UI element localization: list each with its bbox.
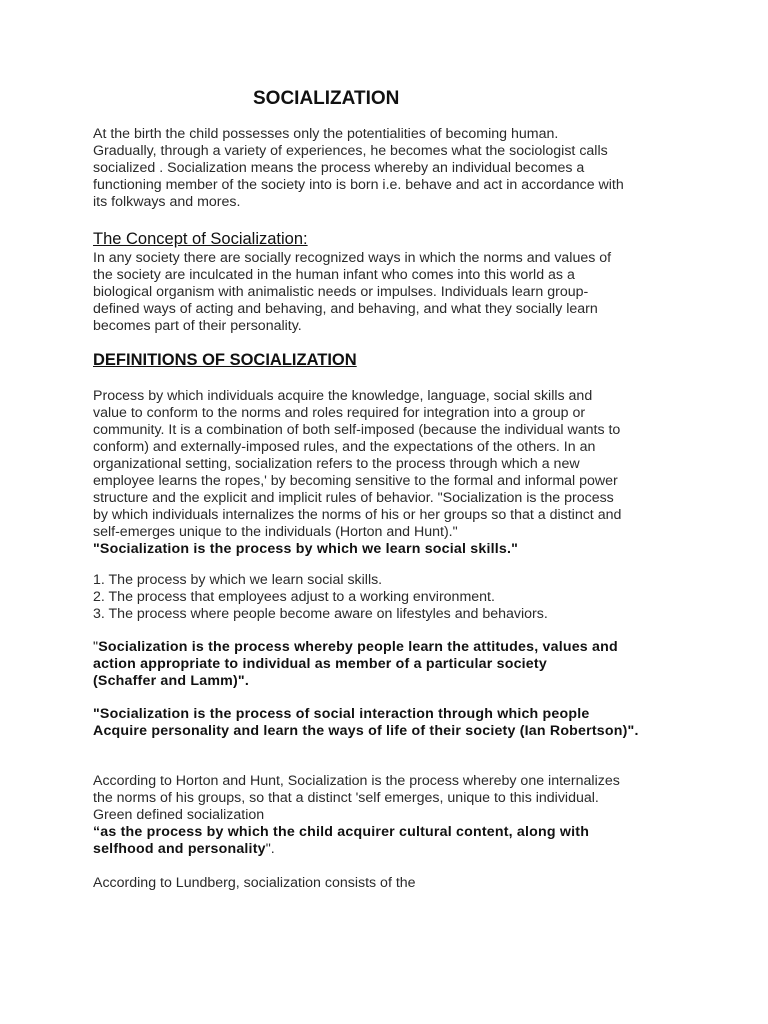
intro-line: socialized . Socialization means the process whereby an individual becomes a (93, 160, 585, 176)
definitions-line: structure and the explicit and implicit rules of behavior. "Socialization is the process (93, 490, 614, 506)
concept-paragraph (93, 250, 683, 335)
definitions-line: by which individuals internalizes the norms of his or her groups so that a distinct and (93, 507, 622, 523)
numbered-list (93, 572, 683, 623)
definitions-line: conform) and externally-imposed rules, and the expectations of the others. In an (93, 439, 596, 455)
definitions-line: organizational setting, socialization refers to the process through which a new (93, 456, 580, 472)
definitions-line: community. It is a combination of both self-imposed (because the individual wants to (93, 422, 621, 438)
page-title: SOCIALIZATION (253, 88, 400, 109)
schaffer-quote-text: Socialization is the process whereby people learn the attitudes, values and (98, 639, 618, 655)
definitions-line: self-emerges unique to the individuals (Horton and Hunt)." (93, 524, 458, 540)
schaffer-quote-line: action appropriate to individual as member of a particular society (93, 656, 547, 672)
lundberg-line: According to Lundberg, socialization consists of the (93, 875, 416, 891)
definitions-paragraph (93, 388, 683, 558)
horton-hunt-line: Green defined socialization (93, 807, 265, 823)
concept-line: In any society there are socially recognized ways in which the norms and values of (93, 250, 612, 266)
schaffer-quote (93, 639, 693, 690)
horton-hunt-line: According to Horton and Hunt, Socialization is the process whereby one internalizes (93, 773, 620, 789)
definitions-line: value to conform to the norms and roles required for integration into a group or (93, 405, 586, 421)
intro-line: Gradually, through a variety of experiences, he becomes what the sociologist calls (93, 143, 608, 159)
schaffer-quote-line: (Schaffer and Lamm)". (93, 673, 249, 689)
definitions-line: employee learns the ropes,' by becoming sensitive to the formal and informal power (93, 473, 618, 489)
concept-line: defined ways of acting and behaving, and behaving, and what they socially learn (93, 301, 598, 317)
horton-hunt-line: the norms of his groups, so that a distinct 'self emerges, unique to this individual. (93, 790, 599, 806)
numbered-item: 3. The process where people become aware on lifestyles and behaviors. (93, 606, 548, 622)
concept-line: the society are inculcated in the human infant who comes into this world as a (93, 267, 575, 283)
definitions-line: Process by which individuals acquire the knowledge, language, social skills and (93, 388, 593, 404)
intro-line: functioning member of the society into is born i.e. behave and act in accordance with (93, 177, 624, 193)
open-quote-mark: " (93, 639, 99, 655)
definitions-heading: DEFINITIONS OF SOCIALIZATION (93, 351, 357, 369)
lundberg-paragraph (93, 875, 683, 892)
concept-line: biological organism with animalistic needs or impulses. Individuals learn group- (93, 284, 589, 300)
horton-hunt-paragraph (93, 773, 683, 858)
intro-line: At the birth the child possesses only the potentialities of becoming human. (93, 126, 559, 142)
concept-line: becomes part of their personality. (93, 318, 302, 334)
green-quote-bold: selfhood and personality (93, 841, 266, 857)
robertson-quote (93, 706, 693, 740)
green-quote-line (93, 841, 683, 858)
numbered-item: 2. The process that employees adjust to a working environment. (93, 589, 495, 605)
schaffer-quote-line (93, 639, 693, 656)
robertson-quote-line: "Socialization is the process of social interaction through which people (93, 706, 590, 722)
robertson-quote-line: Acquire personality and learn the ways of life of their society (Ian Robertson)". (93, 723, 639, 739)
green-quote-tail: ". (265, 841, 275, 857)
intro-line: its folkways and mores. (93, 194, 241, 210)
definitions-bold-quote: "Socialization is the process by which we learn social skills." (93, 541, 519, 557)
concept-heading: The Concept of Socialization: (93, 230, 308, 248)
numbered-item: 1. The process by which we learn social skills. (93, 572, 383, 588)
green-quote-line: “as the process by which the child acquirer cultural content, along with (93, 824, 590, 840)
intro-paragraph (93, 126, 683, 211)
